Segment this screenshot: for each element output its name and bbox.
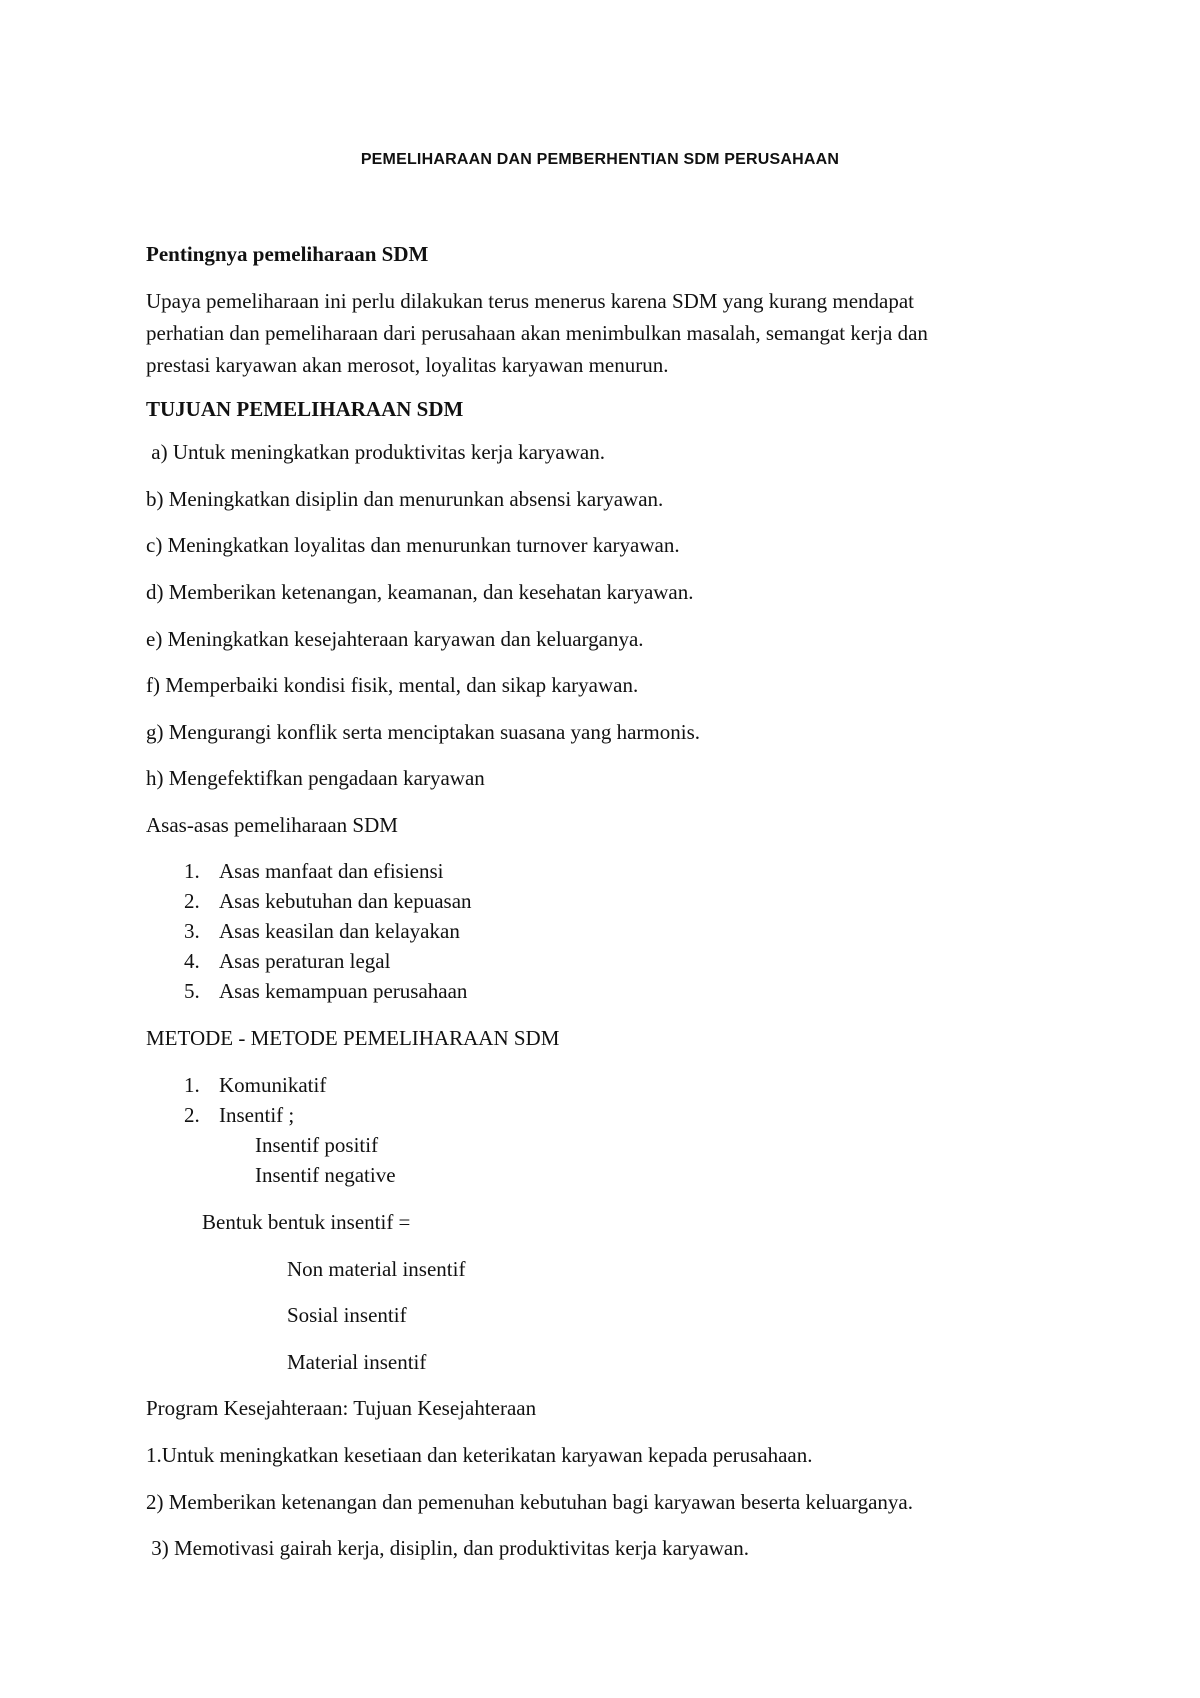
bentuk-insentif-item: Non material insentif <box>287 1257 466 1281</box>
paragraph-line: perhatian dan pemeliharaan dari perusahaan akan menimbulkan masalah, semangat kerja dan <box>146 321 928 345</box>
document-title: PEMELIHARAAN DAN PEMBERHENTIAN SDM PERUSAHAAN <box>360 151 840 168</box>
list-item: 1.Untuk meningkatkan kesetiaan dan keterikatan karyawan kepada perusahaan. <box>146 1443 813 1467</box>
list-number: 5. <box>184 979 200 1003</box>
list-item: e) Meningkatkan kesejahteraan karyawan dan keluarganya. <box>146 627 644 651</box>
list-item: b) Meningkatkan disiplin dan menurunkan absensi karyawan. <box>146 487 664 511</box>
list-item: Komunikatif <box>219 1073 327 1097</box>
list-item: h) Mengefektifkan pengadaan karyawan <box>146 766 485 790</box>
list-item: 2) Memberikan ketenangan dan pemenuhan kebutuhan bagi karyawan beserta keluarganya. <box>146 1490 913 1514</box>
list-item: Asas keasilan dan kelayakan <box>219 919 460 943</box>
list-item: 3) Memotivasi gairah kerja, disiplin, dan produktivitas kerja karyawan. <box>146 1536 750 1560</box>
list-item: a) Untuk meningkatkan produktivitas kerja karyawan. <box>146 440 605 464</box>
section-heading-asas: Asas-asas pemeliharaan SDM <box>146 813 398 837</box>
paragraph-line: prestasi karyawan akan merosot, loyalitas karyawan menurun. <box>146 353 669 377</box>
list-item: Asas peraturan legal <box>219 949 391 973</box>
list-number: 4. <box>184 949 200 973</box>
list-item: d) Memberikan ketenangan, keamanan, dan kesehatan karyawan. <box>146 580 694 604</box>
section-heading-pentingnya: Pentingnya pemeliharaan SDM <box>146 242 429 266</box>
bentuk-insentif-item: Material insentif <box>287 1350 427 1374</box>
section-heading-program: Program Kesejahteraan: Tujuan Kesejahteraan <box>146 1396 537 1420</box>
list-item: f) Memperbaiki kondisi fisik, mental, dan sikap karyawan. <box>146 673 639 697</box>
sub-list-item: Insentif positif <box>255 1133 379 1157</box>
list-number: 1. <box>184 859 200 883</box>
sub-list-item: Insentif negative <box>255 1163 396 1187</box>
list-item: c) Meningkatkan loyalitas dan menurunkan turnover karyawan. <box>146 533 680 557</box>
paragraph-pentingnya <box>146 285 1076 381</box>
list-item: g) Mengurangi konflik serta menciptakan suasana yang harmonis. <box>146 720 701 744</box>
list-number: 2. <box>184 1103 200 1127</box>
list-item: Asas kemampuan perusahaan <box>219 979 468 1003</box>
list-number: 3. <box>184 919 200 943</box>
section-heading-metode: METODE - METODE PEMELIHARAAN SDM <box>146 1026 560 1050</box>
list-number: 2. <box>184 889 200 913</box>
list-number: 1. <box>184 1073 200 1097</box>
section-heading-tujuan: TUJUAN PEMELIHARAAN SDM <box>146 397 464 421</box>
bentuk-insentif-heading: Bentuk bentuk insentif = <box>202 1210 411 1234</box>
list-item: Insentif ; <box>219 1103 295 1127</box>
list-item: Asas kebutuhan dan kepuasan <box>219 889 472 913</box>
bentuk-insentif-item: Sosial insentif <box>287 1303 407 1327</box>
list-item: Asas manfaat dan efisiensi <box>219 859 444 883</box>
paragraph-line: Upaya pemeliharaan ini perlu dilakukan terus menerus karena SDM yang kurang mendapat <box>146 289 914 313</box>
